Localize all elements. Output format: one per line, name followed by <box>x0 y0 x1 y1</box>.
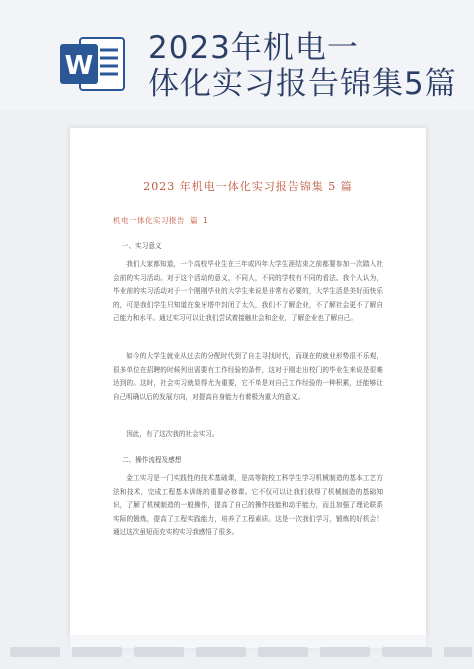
paragraph-2: 如今的大学生就业从过去的分配时代到了自主寻找时代，而现在的就业形势很不乐观，很多单位在招聘的时候列出需要有工作经验的条件，这对于刚走出校门的毕业生来说是很难达到的。这时，社会实习就显得尤为重要，它不单是对自己工作经验的一种积累，还能够让自己明确以后的发展方向，对提高自身能力有着极为重大的意义。 <box>113 352 383 401</box>
header-banner <box>0 0 474 110</box>
watermark-strip <box>0 635 474 669</box>
paragraph-1: 我们大家都知道，一个高校毕业生在三年或四年大学生涯结束之前都要参加一次踏入社会前的实习活动。对于这个活动的意义，不同人，不同的学校有不同的看法。我个人认为，毕业前的实习活动对于一个刚刚毕业的大学生来说是非常有必要的，大学生活是美好而快乐的，可是我们学生只知道在象牙塔中封闭了太久，我们不了解企业，不了解社会更不了解自己能力和水平。通过实习可以让我们尝试着接触社会和企业，了解企业也了解自己。 <box>113 260 383 323</box>
paragraph-3: 因此，有了这次我的社会实习。 <box>126 430 219 438</box>
document-title: 2023 年机电一体化实习报告锦集 5 篇 <box>143 180 353 193</box>
section-heading-2: 二、操作流程及感想 <box>122 456 182 464</box>
document-page <box>70 128 426 648</box>
title-line-1: 2023年机电一 <box>148 30 359 66</box>
word-icon-letter: W <box>64 51 94 81</box>
word-document-icon <box>60 36 126 92</box>
page-title <box>148 30 457 102</box>
section-heading-1: 一、实习意义 <box>122 242 162 250</box>
paragraph-4: 金工实习是一门实践性的技术基础课，是高等院校工科学生学习机械制造的基本工艺方法和技术，完成工程基本训练的重要必修课。它不仅可以让我们获得了机械制造的基础知识，了解了机械制造的一般操作，提高了自己的操作技能和动手能力，而且加强了理论联系实际的锻炼，提高了工程实践能力，培养了工程素质。这是一次我们学习，锻炼的好机会！通过这次虽短而充实的实习我感悟了很多。 <box>113 474 383 537</box>
document-subtitle: 机电一体化实习报告 篇 1 <box>113 216 209 225</box>
title-line-2: 体化实习报告锦集5篇 <box>148 66 457 102</box>
